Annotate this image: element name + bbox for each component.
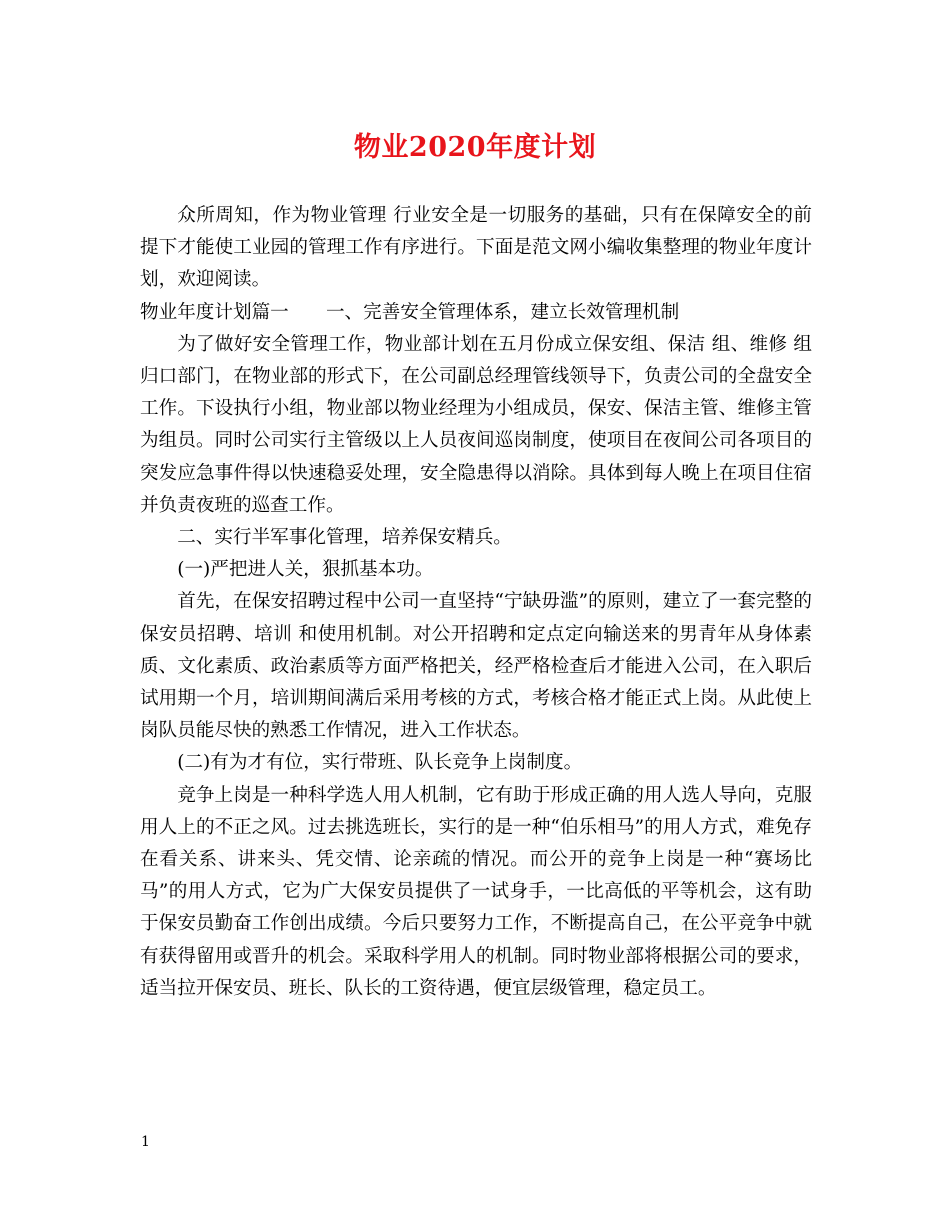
paragraph-section-heading: 物业年度计划篇一 一、完善安全管理体系，建立长效管理机制 <box>140 301 680 323</box>
document-title: 物业2020年度计划 <box>353 132 597 163</box>
paragraph-subheading-one: (一)严把进人关，狠抓基本功。 <box>177 559 434 581</box>
paragraph-competition: 竞争上岗是一种科学选人用人机制，它有助于形成正确的用人选人导向，克服用人上的不正之风。过去挑选班长，实行的是一种“伯乐相马”的用人方式，难免存在看关系、讲来头、凭交情、论亲疏的情况。而公开的竞争上岗是一种“赛场比马”的用人方式，它为广大保安员提供了一试身手，一比高低的平等机会，这有助于保安员勤奋工作创出成绩。今后只要努力工作，不断提高自己，在公平竞争中就有获得留用或晋升的机会。采取科学用人的机制。同时物业部将根据公司的要求，适当拉开保安员、班长、队长的工资待遇，便宜层级管理，稳定员工。 <box>140 784 812 999</box>
page-number: 1 <box>141 1134 150 1150</box>
paragraph-recruitment: 首先，在保安招聘过程中公司一直坚持“宁缺毋滥”的原则，建立了一套完整的保安员招聘、培训 和使用机制。对公开招聘和定点定向输送来的男青年从身体素质、文化素质、政治素质等方面严格把关，经严格检查后才能进入公司，在入职后试用期一个月，培训期间满后采用考核的方式，考核合格才能正式上岗。从此使上岗队员能尽快的熟悉工作情况，进入工作状态。 <box>140 591 812 742</box>
paragraph-subheading-two: (二)有为才有位，实行带班、队长竞争上岗制度。 <box>177 752 583 774</box>
paragraph-heading-two: 二、实行半军事化管理，培养保安精兵。 <box>177 527 512 549</box>
paragraph-safety-management: 为了做好安全管理工作，物业部计划在五月份成立保安组、保洁 组、维修 组归口部门，在物业部的形式下，在公司副总经理管线领导下，负责公司的全盘安全工作。下设执行小组，物业部以物业经理为小组成员，保安、保洁主管、维修主管为组员。同时公司实行主管级以上人员夜间巡岗制度，使项目在夜间公司各项目的突发应急事件得以快速稳妥处理，安全隐患得以消除。具体到每人晚上在项目住宿并负责夜班的巡查工作。 <box>140 333 812 516</box>
paragraph-intro: 众所周知，作为物业管理 行业安全是一切服务的基础，只有在保障安全的前提下才能使工业园的管理工作有序进行。下面是范文网小编收集整理的物业年度计划，欢迎阅读。 <box>140 205 812 291</box>
document-body <box>140 200 812 1005</box>
